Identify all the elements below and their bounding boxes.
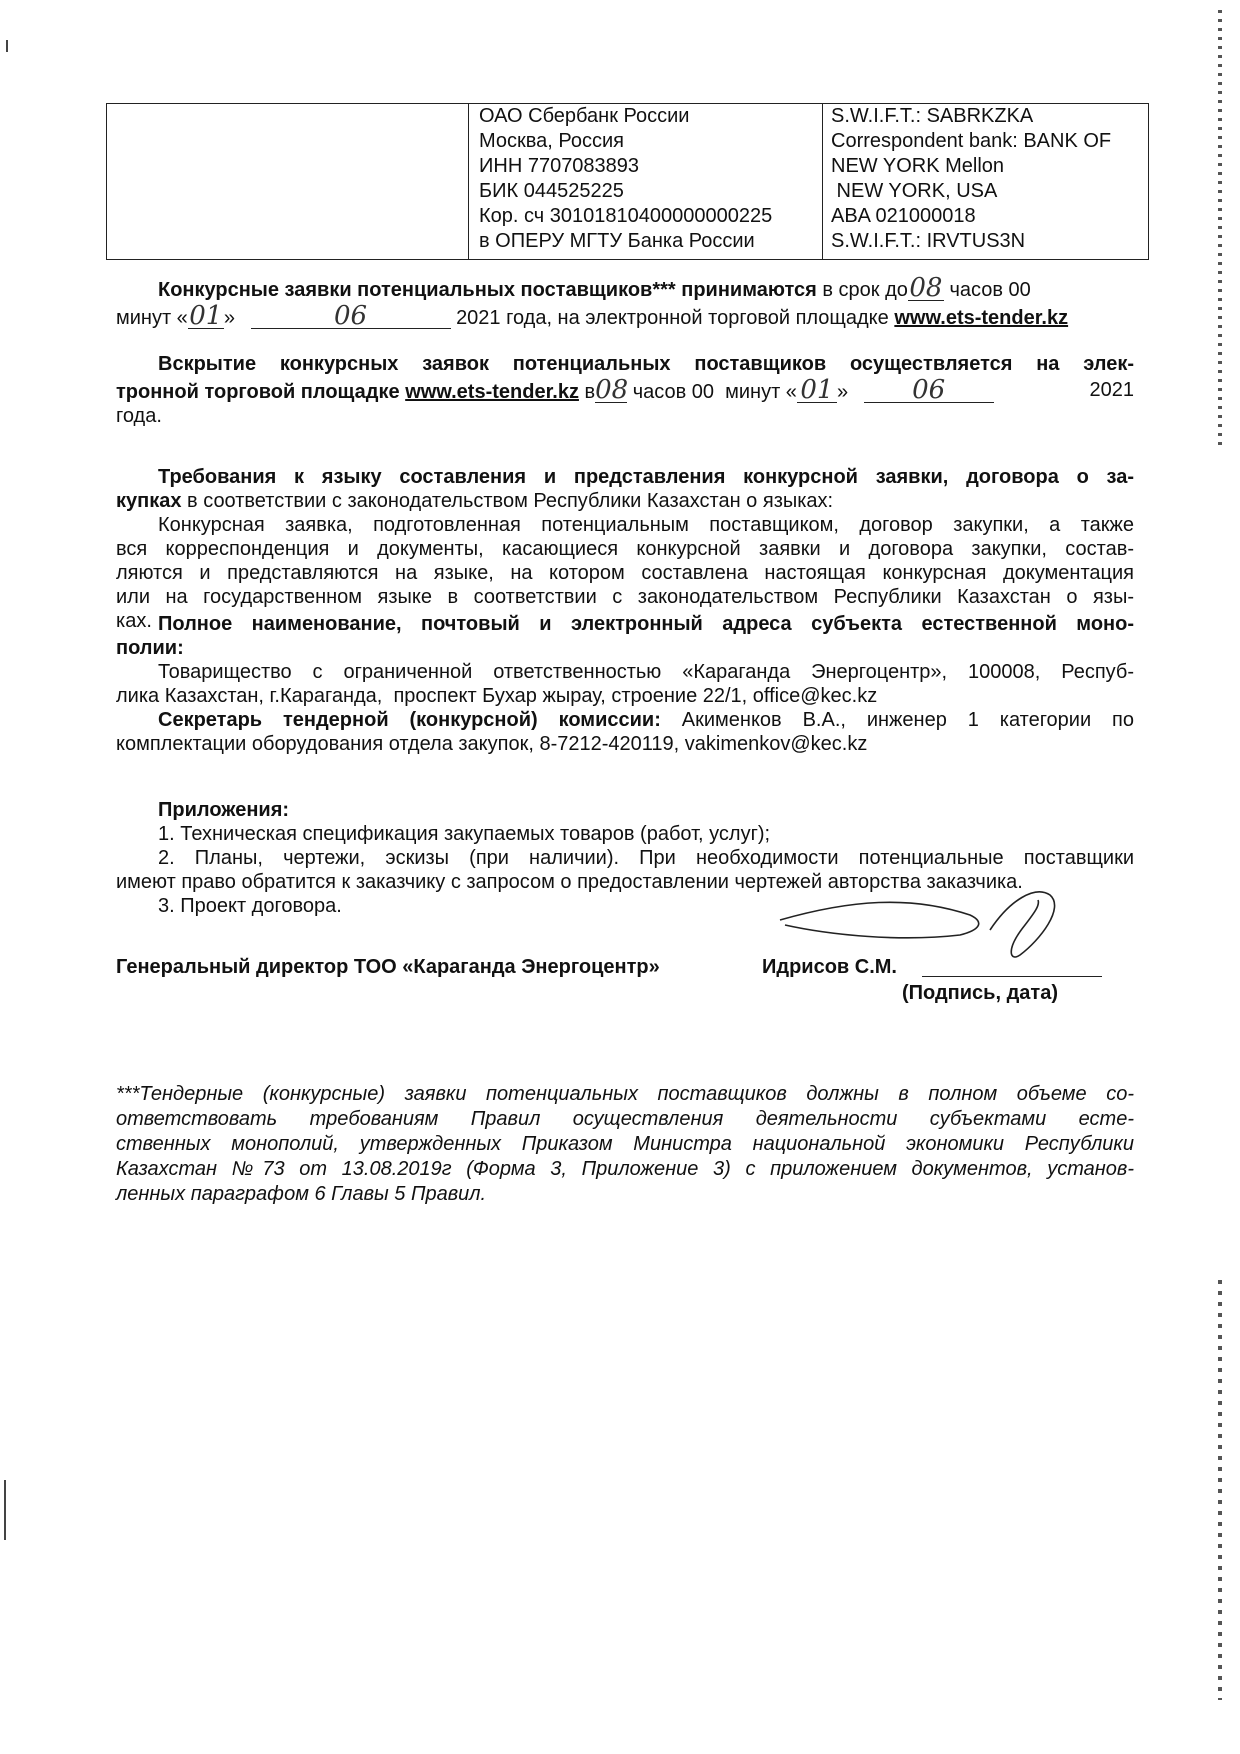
swift-line: S.W.I.F.T.: IRVTUS3N bbox=[831, 230, 1026, 252]
language-body-line: ляются и представляются на языке, на котором составлена настоящая конкурсная документация bbox=[116, 562, 1134, 584]
monopoly-body-1: Товарищество с ограниченной ответственностью «Караганда Энергоцентр», 100008, Респуб- bbox=[158, 661, 1134, 683]
signature-line bbox=[922, 976, 1102, 977]
opening-line-3: года. bbox=[116, 405, 162, 427]
footnote-line: ственных монополий, утвержденных Приказом Министра национальной экономики Республики bbox=[116, 1133, 1134, 1155]
monopoly-body-2: лика Казахстан, г.Караганда, проспект Бухар жырау, строение 22/1, office@kec.kz bbox=[116, 685, 878, 707]
opening-in: в bbox=[584, 381, 596, 403]
secretary-line-2: комплектации оборудования отдела закупок, 8-7212-420119, vakimenkov@kec.kz bbox=[116, 733, 868, 755]
correspondent-line: NEW YORK Mellon bbox=[831, 155, 1005, 177]
submission-minutes-word: минут « bbox=[116, 307, 188, 329]
opening-day-handwritten: 01 bbox=[797, 378, 837, 403]
secretary-label: Секретарь тендерной (конкурсной) комиссии: bbox=[158, 709, 661, 731]
submission-hour-handwritten: 08 bbox=[909, 273, 943, 303]
scan-artifact bbox=[1218, 10, 1222, 450]
footnote-line: ***Тендерные (конкурсные) заявки потенциальных поставщиков должны в полном объеме со- bbox=[116, 1083, 1134, 1105]
submission-in-term: в срок до bbox=[822, 279, 908, 301]
opening-paragraph bbox=[116, 352, 1134, 428]
opening-hour-handwritten: 08 bbox=[595, 375, 629, 405]
secretary-name: Акименков В.А., инженер 1 категории по bbox=[681, 709, 1135, 731]
bank-line: ОАО Сбербанк России bbox=[479, 105, 690, 127]
language-body-line: вся корреспонденция и документы, касающиеся конкурсной заявки и договора закупки, состав- bbox=[116, 538, 1134, 560]
bank-details-table bbox=[106, 103, 1149, 260]
bank-line: Кор. сч 30101810400000000225 bbox=[479, 205, 773, 227]
scan-artifact bbox=[6, 40, 8, 52]
appendices-heading: Приложения: bbox=[158, 799, 290, 821]
footnote-line: ленных параграфом 6 Главы 5 Правил. bbox=[116, 1183, 487, 1205]
submission-line-1 bbox=[116, 273, 1134, 303]
opening-platform-link[interactable]: www.ets-tender.kz bbox=[405, 381, 579, 403]
scan-artifact bbox=[4, 1480, 6, 1540]
opening-quote-close: » bbox=[836, 381, 849, 403]
monopoly-heading-1: Полное наименование, почтовый и электронный адреса субъекта естественной моно- bbox=[158, 613, 1134, 635]
opening-line-2 bbox=[116, 375, 1134, 405]
director-name: Идрисов С.М. bbox=[762, 956, 897, 978]
submission-accepted: принимаются bbox=[681, 279, 817, 301]
opening-month-handwritten: 06 bbox=[864, 378, 994, 403]
submission-line-2 bbox=[116, 301, 1134, 331]
appendix-item: 3. Проект договора. bbox=[158, 895, 342, 917]
opening-line-1: Вскрытие конкурсных заявок потенциальных поставщиков осуществляется на элек- bbox=[158, 353, 1134, 375]
bank-table-russian-bank-cell bbox=[469, 104, 823, 260]
bank-line: в ОПЕРУ МГТУ Банка России bbox=[479, 230, 755, 252]
appendix-item-cont: имеют право обратится к заказчику с запросом о предоставлении чертежей авторства заказчика. bbox=[116, 871, 1023, 893]
monopoly-subject bbox=[116, 612, 1134, 756]
footnote bbox=[116, 1082, 1134, 1207]
submission-deadline bbox=[116, 273, 1134, 331]
bank-line: ИНН 7707083893 bbox=[479, 155, 640, 177]
language-heading-2 bbox=[116, 489, 1134, 513]
correspondent-line: NEW YORK, USA bbox=[831, 180, 998, 202]
submission-hours-min: часов 00 bbox=[949, 279, 1031, 301]
language-body-line: или на государственном языке в соответствии с законодательством Республики Казахстан о язы- bbox=[116, 586, 1134, 608]
submission-day-handwritten: 01 bbox=[189, 301, 223, 331]
swift-line: S.W.I.F.T.: SABRKZKA bbox=[831, 105, 1034, 127]
bank-table-empty-cell bbox=[107, 104, 469, 260]
bank-table-correspondent-cell bbox=[823, 104, 1149, 260]
submission-month-handwritten: 06 bbox=[251, 304, 451, 329]
bank-line: Москва, Россия bbox=[479, 130, 624, 152]
bank-line: БИК 044525225 bbox=[479, 180, 624, 202]
submission-quote-close: » bbox=[223, 307, 235, 329]
language-body-line: Конкурсная заявка, подготовленная потенциальным поставщиком, договор закупки, а также bbox=[158, 514, 1134, 536]
submission-platform-link[interactable]: www.ets-tender.kz bbox=[894, 307, 1069, 329]
opening-platform-bold: тронной торговой площадке bbox=[116, 381, 400, 403]
language-requirements bbox=[116, 465, 1134, 633]
submission-year-text: 2021 года, на электронной торговой площадке bbox=[456, 307, 889, 329]
signature-caption: (Подпись, дата) bbox=[902, 982, 1058, 1004]
appendix-item: 1. Техническая спецификация закупаемых товаров (работ, услуг); bbox=[158, 823, 771, 845]
director-position: Генеральный директор ТОО «Караганда Энергоцентр» bbox=[116, 956, 660, 978]
correspondent-line: Correspondent bank: BANK OF bbox=[831, 130, 1112, 152]
opening-year: 2021 bbox=[1089, 379, 1134, 401]
language-body-line: ках. bbox=[116, 610, 152, 632]
language-heading-rest: в соответствии с законодательством Республики Казахстан о языках: bbox=[187, 490, 834, 512]
monopoly-heading-2: полии: bbox=[116, 637, 184, 659]
appendix-item: 2. Планы, чертежи, эскизы (при наличии). При необходимости потенциальные поставщики bbox=[158, 847, 1134, 869]
footnote-line: ответствовать требованиям Правил осуществления деятельности субъектами есте- bbox=[116, 1108, 1134, 1130]
submission-bold-lead: Конкурсные заявки потенциальных поставщиков*** bbox=[158, 279, 676, 301]
aba-line: ABA 021000018 bbox=[831, 205, 976, 227]
scan-artifact bbox=[1218, 1280, 1222, 1700]
footnote-line: Казахстан №73 от 13.08.2019г (Форма 3, Приложение 3) с приложением документов, установ- bbox=[116, 1158, 1134, 1180]
secretary-line-1 bbox=[116, 708, 1134, 732]
language-heading-bold: купках bbox=[116, 490, 182, 512]
language-heading-1: Требования к языку составления и представления конкурсной заявки, договора о за- bbox=[158, 466, 1134, 488]
opening-hours-min: часов 00 минут « bbox=[632, 381, 797, 403]
